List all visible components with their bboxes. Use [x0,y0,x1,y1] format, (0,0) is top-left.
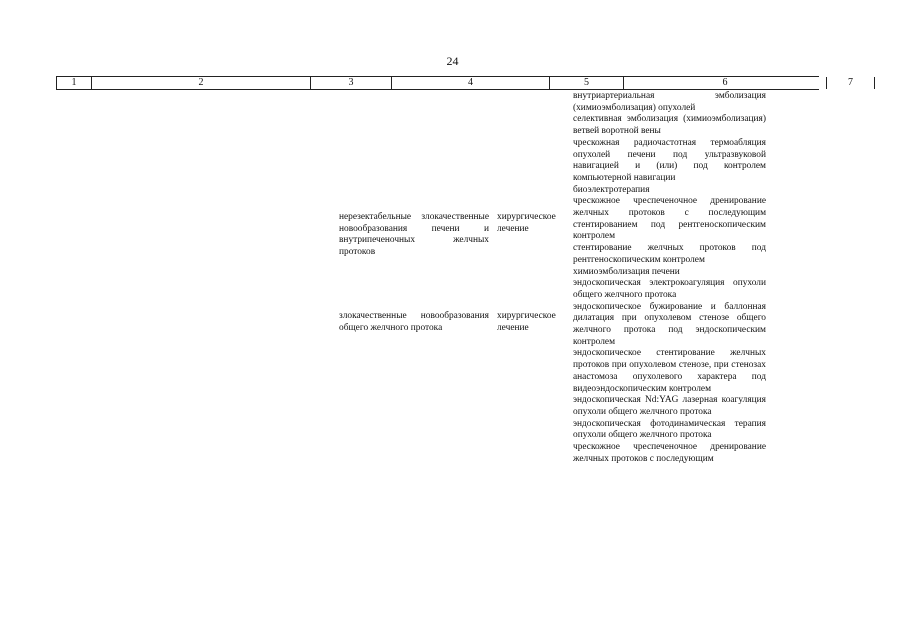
method-item: биоэлектротерапия [573,184,650,195]
method-list [573,91,766,466]
treatment-type-text-2: хирургическое лечение [497,311,556,333]
treatment-type-cell-1 [497,212,561,235]
method-item: стентирование желчных протоков под рентгеноскопическим контролем [573,243,766,265]
diagnosis-cell-1 [339,212,489,259]
header-col-6: 6 [623,77,826,89]
method-item: эндоскопическая электрокоагуляция опухоли общего желчного протока [573,278,766,300]
header-col-2: 2 [91,77,310,89]
header-col-7: 7 [826,77,875,89]
header-col-4: 4 [391,77,549,89]
method-item: эндоскопическая Nd:YAG лазерная коагуляция опухоли общего желчного протока [573,395,766,417]
table-header-row [56,76,853,90]
diagnosis-text-2: злокачественные новообразования общего желчного протока [339,311,489,333]
method-item: эндоскопическое стентирование желчных протоков при опухолевом стенозе, при стенозах анастомоза опухолевого характера под видеоэндоскопическим контролем [573,348,766,394]
method-item: внутриартериальная эмболизация (химиоэмболизация) опухолей [573,91,766,113]
method-item: чрескожное чреспеченочное дренирование желчных протоков с последующим [573,442,766,464]
page-number: 24 [446,54,459,68]
diagnosis-text-1: нерезектабельные злокачественные новообразования печени и внутрипеченочных желчных протоков [339,212,489,258]
method-item: химиоэмболизация печени [573,266,680,277]
header-col-5: 5 [549,77,623,89]
treatment-type-cell-2 [497,311,561,334]
treatment-type-text-1: хирургическое лечение [497,212,556,234]
header-col-3: 3 [310,77,391,89]
method-item: селективная эмболизация (химиоэмболизация) ветвей воротной вены [573,114,766,137]
diagnosis-cell-2 [339,311,489,334]
method-item: чрескожное чреспеченочное дренирование желчных протоков с последующим стентированием под рентгеноскопическим контролем [573,196,766,242]
method-item: чрескожная радиочастотная термоабляция опухолей печени под ультразвуковой навигацией и (или) под контролем компьютерной навигации [573,137,766,183]
method-item: эндоскопическая фотодинамическая терапия опухоли общего желчного протока [573,418,766,441]
header-col-1: 1 [56,77,91,89]
method-item: эндоскопическое бужирование и баллонная дилатация при опухолевом стенозе общего желчного протока под эндоскопическим контролем [573,301,766,347]
